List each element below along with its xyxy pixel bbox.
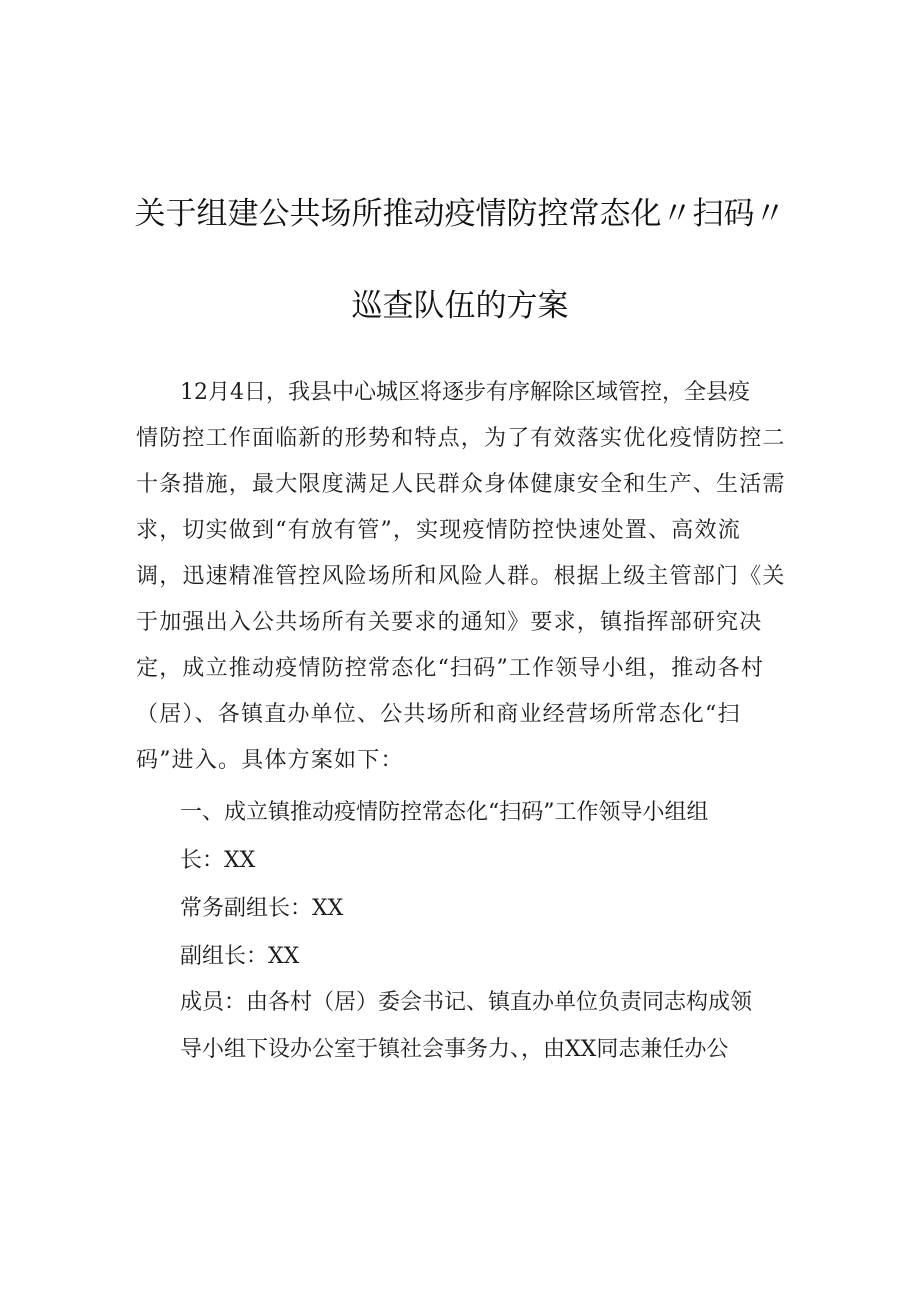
paragraph-line: 定，成立推动疫情防控常态化“扫码”工作领导小组，推动各村 (136, 656, 765, 681)
section-line: 常务副组长：XX (180, 896, 344, 921)
paragraph-line: 情防控工作面临新的形势和特点，为了有效落实优化疫情防控二 (136, 426, 786, 451)
paragraph-line: 十条措施，最大限度满足人民群众身体健康安全和生产、生活需 (136, 472, 786, 497)
paragraph-line: 调，迅速精准管控风险场所和风险人群。根据上级主管部门《关 (136, 564, 786, 589)
paragraph-line: 码”进入。具体方案如下： (136, 748, 404, 773)
section-line: 一、成立镇推动疫情防控常态化“扫码”工作领导小组组 (180, 800, 709, 825)
section-line: 成员：由各村（居）委会书记、镇直办单位负责同志构成领 (180, 990, 753, 1015)
document-title-line-1: 关于组建公共场所推动疫情防控常态化〃扫码〃 (134, 196, 786, 232)
section-line: 长：XX (180, 848, 256, 873)
section-line: 副组长：XX (180, 944, 300, 969)
paragraph-line: 于加强出入公共场所有关要求的通知》要求，镇指挥部研究决 (136, 610, 763, 635)
paragraph-line: 12月4日，我县中心城区将逐步有序解除区域管控，全县疫 (180, 380, 750, 405)
paragraph-line: （居）、各镇直办单位、公共场所和商业经营场所常态化“扫 (136, 702, 741, 727)
paragraph-line: 求，切实做到“有放有管”，实现疫情防控快速处置、高效流 (136, 518, 741, 543)
section-line: 导小组下设办公室于镇社会事务力、，由XX同志兼任办公 (180, 1037, 729, 1062)
document-title-line-2: 巡查队伍的方案 (351, 288, 569, 324)
